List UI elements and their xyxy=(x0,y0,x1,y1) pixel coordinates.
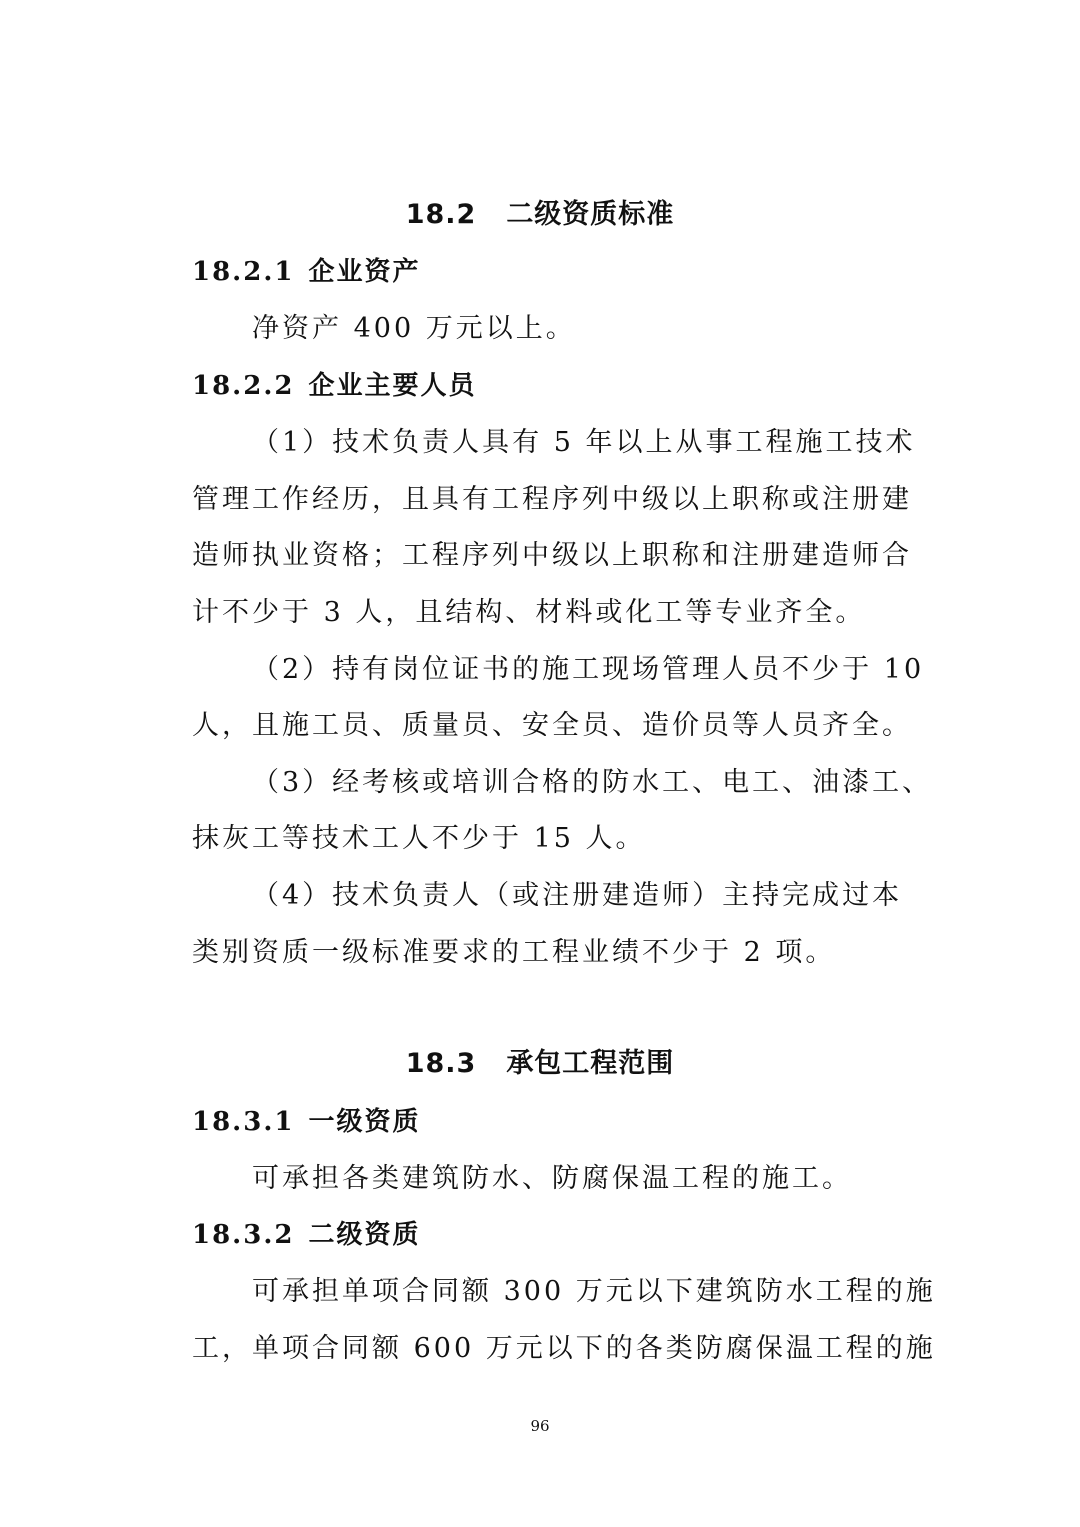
paragraph-line: 工，单项合同额 600 万元以下的各类防腐保温工程的施 xyxy=(192,1333,936,1364)
paragraph-line: 抹灰工等技术工人不少于 15 人。 xyxy=(192,823,646,854)
subsection-heading-18-3-2 xyxy=(192,1218,420,1252)
subsection-number: 18.2.2 xyxy=(192,371,295,401)
section-heading-18-3 xyxy=(0,1047,1080,1081)
page-number: 96 xyxy=(530,1417,550,1435)
section-number: 18.3 xyxy=(405,1048,477,1079)
paragraph-line: 管理工作经历，且具有工程序列中级以上职称或注册建 xyxy=(192,484,912,515)
paragraph-line: （4）技术负责人（或注册建造师）主持完成过本 xyxy=(252,880,903,911)
subsection-number: 18.3.2 xyxy=(192,1220,295,1250)
paragraph-line: 计不少于 3 人，且结构、材料或化工等专业齐全。 xyxy=(192,597,866,628)
subsection-title: 企业主要人员 xyxy=(308,371,477,401)
subsection-number: 18.2.1 xyxy=(192,257,295,287)
paragraph-line: 净资产 400 万元以上。 xyxy=(252,313,576,344)
subsection-heading-18-3-1 xyxy=(192,1105,420,1139)
paragraph-line: （2）持有岗位证书的施工现场管理人员不少于 10 xyxy=(252,654,925,685)
paragraph-line: 类别资质一级标准要求的工程业绩不少于 2 项。 xyxy=(192,937,836,968)
subsection-heading-18-2-2 xyxy=(192,369,476,403)
section-title: 二级资质标准 xyxy=(506,199,675,230)
paragraph-line: 造师执业资格；工程序列中级以上职称和注册建造师合 xyxy=(192,540,912,571)
paragraph-line: 可承担单项合同额 300 万元以下建筑防水工程的施 xyxy=(252,1276,936,1307)
subsection-number: 18.3.1 xyxy=(192,1107,295,1137)
paragraph-line: 人，且施工员、质量员、安全员、造价员等人员齐全。 xyxy=(192,710,912,741)
subsection-heading-18-2-1 xyxy=(192,255,420,289)
section-title: 承包工程范围 xyxy=(506,1048,675,1079)
paragraph-line: （1）技术负责人具有 5 年以上从事工程施工技术 xyxy=(252,427,916,458)
subsection-title: 二级资质 xyxy=(308,1220,421,1250)
section-number: 18.2 xyxy=(405,199,477,230)
section-heading-18-2 xyxy=(0,198,1080,232)
subsection-title: 企业资产 xyxy=(308,257,421,287)
subsection-title: 一级资质 xyxy=(308,1107,421,1137)
paragraph-line: （3）经考核或培训合格的防水工、电工、油漆工、 xyxy=(252,767,933,798)
paragraph-line: 可承担各类建筑防水、防腐保温工程的施工。 xyxy=(252,1163,852,1194)
